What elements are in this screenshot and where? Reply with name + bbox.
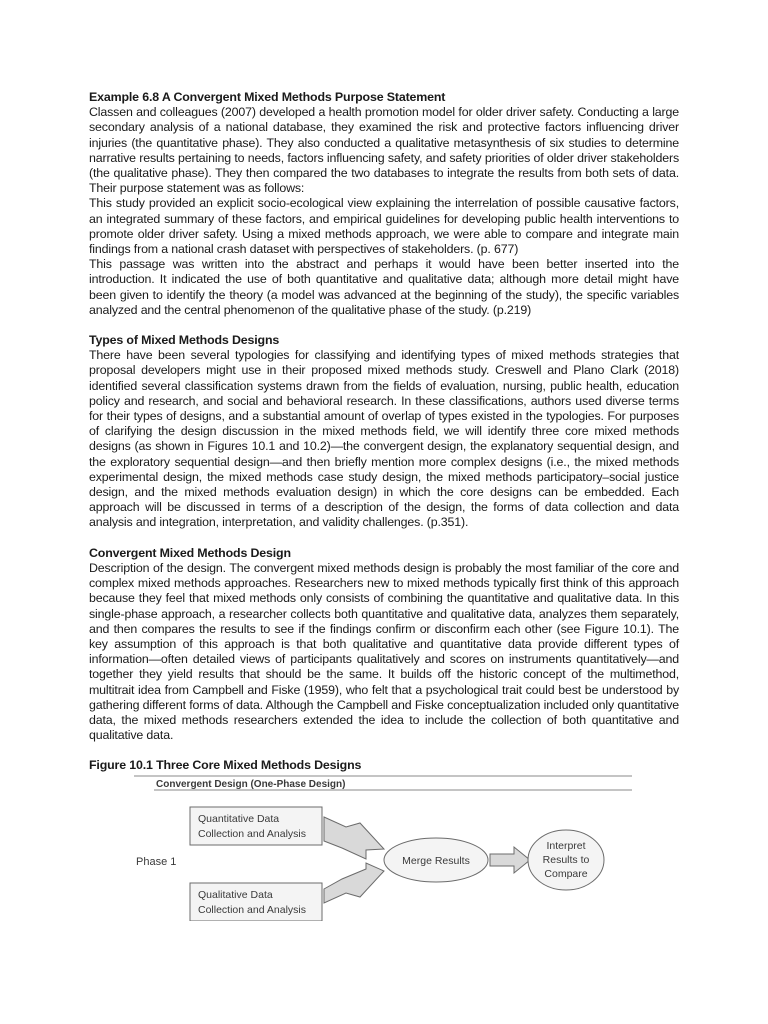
arrow-qualitative-to-merge [324,863,384,903]
phase-label: Phase 1 [136,856,177,868]
figure-diagram [134,771,634,921]
design-label: Convergent Design (One-Phase Design) [156,779,346,790]
paragraph-example-commentary: This passage was written into the abstract and perhaps it would have been better inserted into the introduction. It indicated the use of both quantitative and qualitative data; although more detail might have been given to identify the theory (a model was advanced at the beginning of the study), the specific variables analyzed and the central phenomenon of the qualitative phase of the study. (p.219) [89,257,679,317]
section-heading-types: Types of Mixed Methods Designs [89,333,280,348]
merge-results-label: Merge Results [402,855,470,867]
quantitative-box-line-2: Collection and Analysis [198,828,306,840]
paragraph-types: There have been several typologies for classifying and identifying types of mixed methods strategies that proposal developers might use in their proposed mixed methods study. Creswell and Plano Clark (2018) identified several classification systems drawn from the fields of evaluation, nursing, public health, education policy and research, and social and behavioral research. In these classifications, authors used diverse terms for their types of designs, and a substantial amount of overlap of types existed in the typologies. For purposes of clarifying the design discussion in the mixed methods field, we will identify three core mixed methods designs (as shown in Figures 10.1 and 10.2)—the convergent design, the explanatory sequential design, and the exploratory sequential design—and then briefly mention more complex designs (i.e., the mixed methods experimental design, the mixed methods case study design, the mixed methods participatory–social justice design, and the mixed methods evaluation design) in which the core designs can be embedded. Each approach will be discussed in terms of a description of the design, the forms of data collection and data analysis and integration, interpretation, and validity challenges. (p.351). [89,348,679,530]
quantitative-box-line-1: Quantitative Data [198,813,280,825]
paragraph-convergent: Description of the design. The convergent mixed methods design is probably the most familiar of the core and complex mixed methods approaches. Researchers new to mixed methods typically first think of this approach because they feel that mixed methods only consists of combining the quantitative and qualitative data. In this single-phase approach, a researcher collects both quantitative and qualitative data, analyzes them separately, and then compares the results to see if the findings confirm or disconfirm each other (see Figure 10.1). The key assumption of this approach is that both qualitative and quantitative data provide different types of information—often detailed views of participants qualitatively and scores on instruments quantitatively—and together they yield results that should be the same. It builds off the historic concept of the multimethod, multitrait idea from Campbell and Fiske (1959), who felt that a psychological trait could best be understood by gathering different forms of data. Although the Campbell and Fiske conceptualization included only quantitative data, the mixed methods researchers extended the idea to include the collection of both quantitative and qualitative data. [89,560,679,743]
arrow-quantitative-to-merge [324,817,384,859]
interpret-label-line-1: Interpret [546,840,586,852]
section-heading-convergent: Convergent Mixed Methods Design [89,545,291,560]
qualitative-box-line-1: Qualitative Data [198,889,273,901]
paragraph-example-intro: Classen and colleagues (2007) developed a health promotion model for older driver safety. Conducting a large secondary analysis of a national database, they examined the risk and protective factors influencing driver injuries (the quantitative phase). They also conducted a qualitative metasynthesis of six studies to determine narrative results pertaining to needs, factors influencing safety, and safety priorities of older driver stakeholders (the qualitative phase). They then compared the two databases to integrate the results from both sets of data. Their purpose statement was as follows: [89,105,679,196]
document-body [89,90,679,774]
paragraph-purpose-statement: This study provided an explicit socio-ecological view explaining the interrelation of possible causative factors, an integrated summary of these factors, and empirical guidelines for developing public health interventions to promote older driver safety. Using a mixed methods approach, we were able to compare and integrate main findings from a national crash dataset with perspectives of stakeholders. (p. 677) [89,196,679,257]
arrow-merge-to-interpret [490,847,530,873]
section-heading-example: Example 6.8 A Convergent Mixed Methods Purpose Statement [89,90,446,104]
qualitative-box-line-2: Collection and Analysis [198,904,306,916]
interpret-label-line-2: Results to [542,854,590,866]
figure-convergent-design [134,771,634,921]
figure-caption: Figure 10.1 Three Core Mixed Methods Designs [89,758,362,773]
interpret-label-line-3: Compare [544,868,588,880]
